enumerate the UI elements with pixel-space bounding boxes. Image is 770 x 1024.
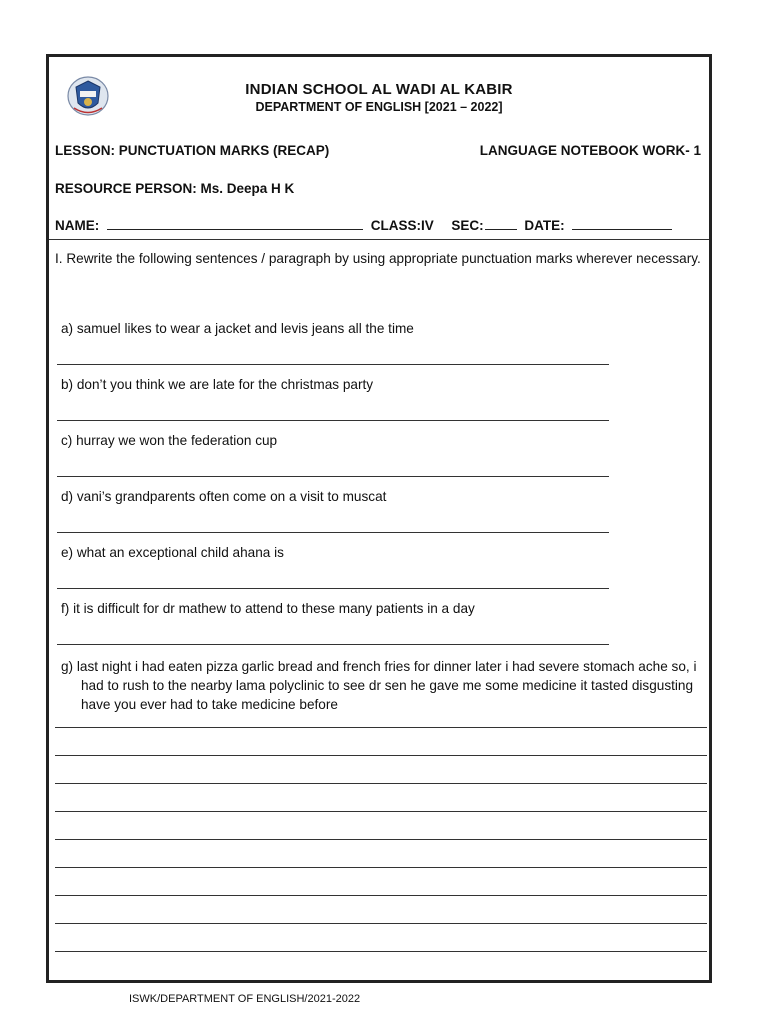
class-label: CLASS:IV: [370, 218, 434, 233]
notebook-title: LANGUAGE NOTEBOOK WORK- 1: [479, 143, 701, 158]
answer-line-f[interactable]: [57, 644, 609, 645]
date-blank[interactable]: [572, 217, 672, 230]
date-label: DATE:: [524, 218, 565, 233]
answer-line-e[interactable]: [57, 588, 609, 589]
writing-line[interactable]: [55, 783, 707, 784]
question-b: b) don’t you think we are late for the christmas party: [61, 377, 374, 392]
department-title: DEPARTMENT OF ENGLISH [2021 – 2022]: [255, 100, 503, 114]
writing-line[interactable]: [55, 839, 707, 840]
instruction-text: I. Rewrite the following sentences / paragraph by using appropriate punctuation marks wherever necessary.: [55, 251, 701, 266]
sec-label: SEC:: [451, 218, 484, 233]
question-g: [61, 657, 706, 714]
writing-line[interactable]: [55, 923, 707, 924]
question-c: c) hurray we won the federation cup: [61, 433, 278, 448]
resource-person: RESOURCE PERSON: Ms. Deepa H K: [55, 181, 295, 196]
question-e: e) what an exceptional child ahana is: [61, 545, 284, 560]
answer-line-d[interactable]: [57, 532, 609, 533]
student-details-row: [55, 217, 676, 233]
writing-line[interactable]: [55, 951, 707, 952]
lesson-title: LESSON: PUNCTUATION MARKS (RECAP): [55, 143, 330, 158]
worksheet-frame: [46, 54, 712, 983]
header-divider: [49, 239, 709, 240]
writing-line[interactable]: [55, 811, 707, 812]
answer-line-c[interactable]: [57, 476, 609, 477]
footer-text: ISWK/DEPARTMENT OF ENGLISH/2021-2022: [129, 993, 361, 1005]
name-blank[interactable]: [107, 217, 363, 230]
answer-line-b[interactable]: [57, 420, 609, 421]
sec-blank[interactable]: [485, 217, 517, 230]
writing-line[interactable]: [55, 895, 707, 896]
question-f: f) it is difficult for dr mathew to attend to these many patients in a day: [61, 601, 475, 616]
answer-line-a[interactable]: [57, 364, 609, 365]
school-name: INDIAN SCHOOL AL WADI AL KABIR: [245, 81, 513, 98]
writing-line[interactable]: [55, 727, 707, 728]
writing-line[interactable]: [55, 755, 707, 756]
writing-line[interactable]: [55, 867, 707, 868]
question-d: d) vani’s grandparents often come on a visit to muscat: [61, 489, 387, 504]
name-label: NAME:: [55, 218, 100, 233]
question-g-text: g) last night i had eaten pizza garlic bread and french fries for dinner later i had severe stomach ache so, i had to rush to the nearby lama polyclinic to see dr sen he gave me some medicine it tasted disgusting have you ever had to take medicine before: [61, 659, 697, 712]
question-a: a) samuel likes to wear a jacket and levis jeans all the time: [61, 321, 414, 336]
